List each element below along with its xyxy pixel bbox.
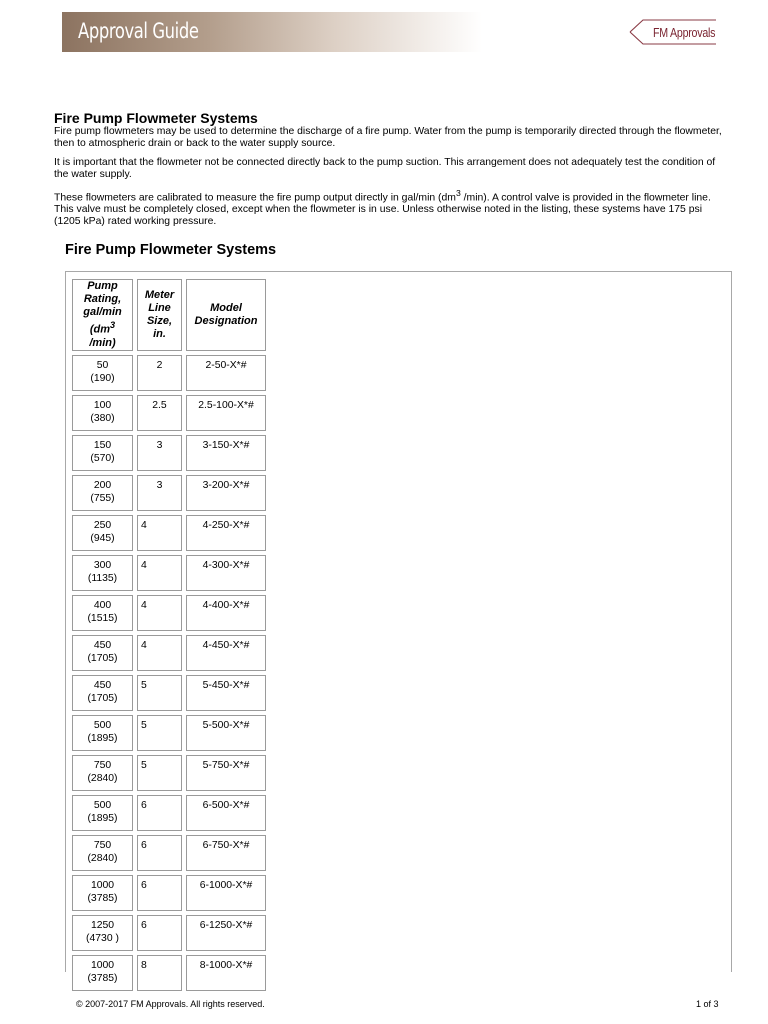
meter-size-cell: 2: [137, 355, 182, 391]
pump-rating-cell: 300 (1135): [72, 555, 133, 591]
flowmeter-table: [68, 275, 270, 995]
meter-size-cell: 3: [137, 475, 182, 511]
calibration-paragraph: [54, 187, 726, 228]
pump-rating-cell: 100 (380): [72, 395, 133, 431]
table-row: [72, 595, 266, 631]
fm-approvals-logo: [628, 17, 720, 47]
table-row: [72, 515, 266, 551]
pump-rating-cell: 500 (1895): [72, 715, 133, 751]
meter-size-cell: 4: [137, 595, 182, 631]
model-designation-cell: 5-750-X*#: [186, 755, 266, 791]
table-row: [72, 555, 266, 591]
table-row: [72, 955, 266, 991]
model-designation-cell: 6-1250-X*#: [186, 915, 266, 951]
header-banner: [62, 12, 482, 52]
table-row: [72, 435, 266, 471]
pump-rating-cell: 500 (1895): [72, 795, 133, 831]
table-row: [72, 475, 266, 511]
document-title: Fire Pump Flowmeter Systems: [54, 110, 258, 126]
pump-rating-cell: 1000 (3785): [72, 955, 133, 991]
model-designation-cell: 3-200-X*#: [186, 475, 266, 511]
header-model-designation: Model Designation: [186, 279, 266, 351]
table-row: [72, 355, 266, 391]
pump-rating-cell: 450 (1705): [72, 675, 133, 711]
pump-rating-cell: 450 (1705): [72, 635, 133, 671]
intro-paragraph: Fire pump flowmeters may be used to determine the discharge of a fire pump. Water from the pump is temporarily directed through the flowmeter, then to atmospheric drain or back to the water supply source.: [54, 126, 722, 149]
meter-size-cell: 5: [137, 755, 182, 791]
pump-rating-cell: 200 (755): [72, 475, 133, 511]
meter-size-cell: 6: [137, 915, 182, 951]
warning-paragraph: It is important that the flowmeter not be connected directly back to the pump suction. This arrangement does not adequately test the condition of the water supply.: [54, 157, 716, 180]
model-designation-cell: 4-300-X*#: [186, 555, 266, 591]
logo-text: FM Approvals: [653, 25, 716, 40]
pump-rating-cell: 150 (570): [72, 435, 133, 471]
table-title: Fire Pump Flowmeter Systems: [65, 242, 277, 258]
meter-size-cell: 6: [137, 835, 182, 871]
model-designation-cell: 6-500-X*#: [186, 795, 266, 831]
model-designation-cell: 2.5-100-X*#: [186, 395, 266, 431]
pump-rating-cell: 1000 (3785): [72, 875, 133, 911]
meter-size-cell: 6: [137, 795, 182, 831]
pump-rating-cell: 750 (2840): [72, 835, 133, 871]
pump-rating-cell: 1250 (4730 ): [72, 915, 133, 951]
table-row: [72, 675, 266, 711]
footer-copyright: © 2007-2017 FM Approvals. All rights reserved.: [76, 999, 265, 1009]
pump-rating-cell: 50 (190): [72, 355, 133, 391]
model-designation-cell: 4-250-X*#: [186, 515, 266, 551]
model-designation-cell: 6-750-X*#: [186, 835, 266, 871]
meter-size-cell: 5: [137, 715, 182, 751]
pump-rating-cell: 250 (945): [72, 515, 133, 551]
meter-size-cell: 4: [137, 515, 182, 551]
table-row: [72, 875, 266, 911]
model-designation-cell: 4-450-X*#: [186, 635, 266, 671]
table-row: [72, 915, 266, 951]
pump-rating-cell: 750 (2840): [72, 755, 133, 791]
banner-title: Approval Guide: [78, 19, 199, 43]
model-designation-cell: 5-450-X*#: [186, 675, 266, 711]
model-designation-cell: 5-500-X*#: [186, 715, 266, 751]
table-row: [72, 715, 266, 751]
header-meter-line-size: Meter Line Size, in.: [137, 279, 182, 351]
model-designation-cell: 6-1000-X*#: [186, 875, 266, 911]
calibration-text-a: These flowmeters are calibrated to measure the fire pump output directly in gal/min (dm: [54, 192, 456, 204]
calibration-text-b: /min). A control valve is provided in the flowmeter line. This valve must be completely closed, except when the flowmeter is in use. Unless otherwise noted in the listing, these systems have 175 psi (1205 kPa) rated working pressure.: [54, 192, 711, 228]
model-designation-cell: 4-400-X*#: [186, 595, 266, 631]
model-designation-cell: 3-150-X*#: [186, 435, 266, 471]
table-row: [72, 395, 266, 431]
table-header-row: [72, 279, 266, 351]
header-pump-rating: Pump Rating, gal/min ($dm^3$ /min): [72, 279, 133, 351]
meter-size-cell: 4: [137, 555, 182, 591]
table-row: [72, 795, 266, 831]
model-designation-cell: 8-1000-X*#: [186, 955, 266, 991]
footer-page-number: 1 of 3: [696, 999, 719, 1009]
meter-size-cell: 4: [137, 635, 182, 671]
table-row: [72, 835, 266, 871]
table-row: [72, 755, 266, 791]
meter-size-cell: 5: [137, 675, 182, 711]
meter-size-cell: 6: [137, 875, 182, 911]
model-designation-cell: 2-50-X*#: [186, 355, 266, 391]
meter-size-cell: 8: [137, 955, 182, 991]
pump-rating-cell: 400 (1515): [72, 595, 133, 631]
calibration-superscript: 3: [455, 188, 461, 198]
table-row: [72, 635, 266, 671]
meter-size-cell: 3: [137, 435, 182, 471]
meter-size-cell: 2.5: [137, 395, 182, 431]
